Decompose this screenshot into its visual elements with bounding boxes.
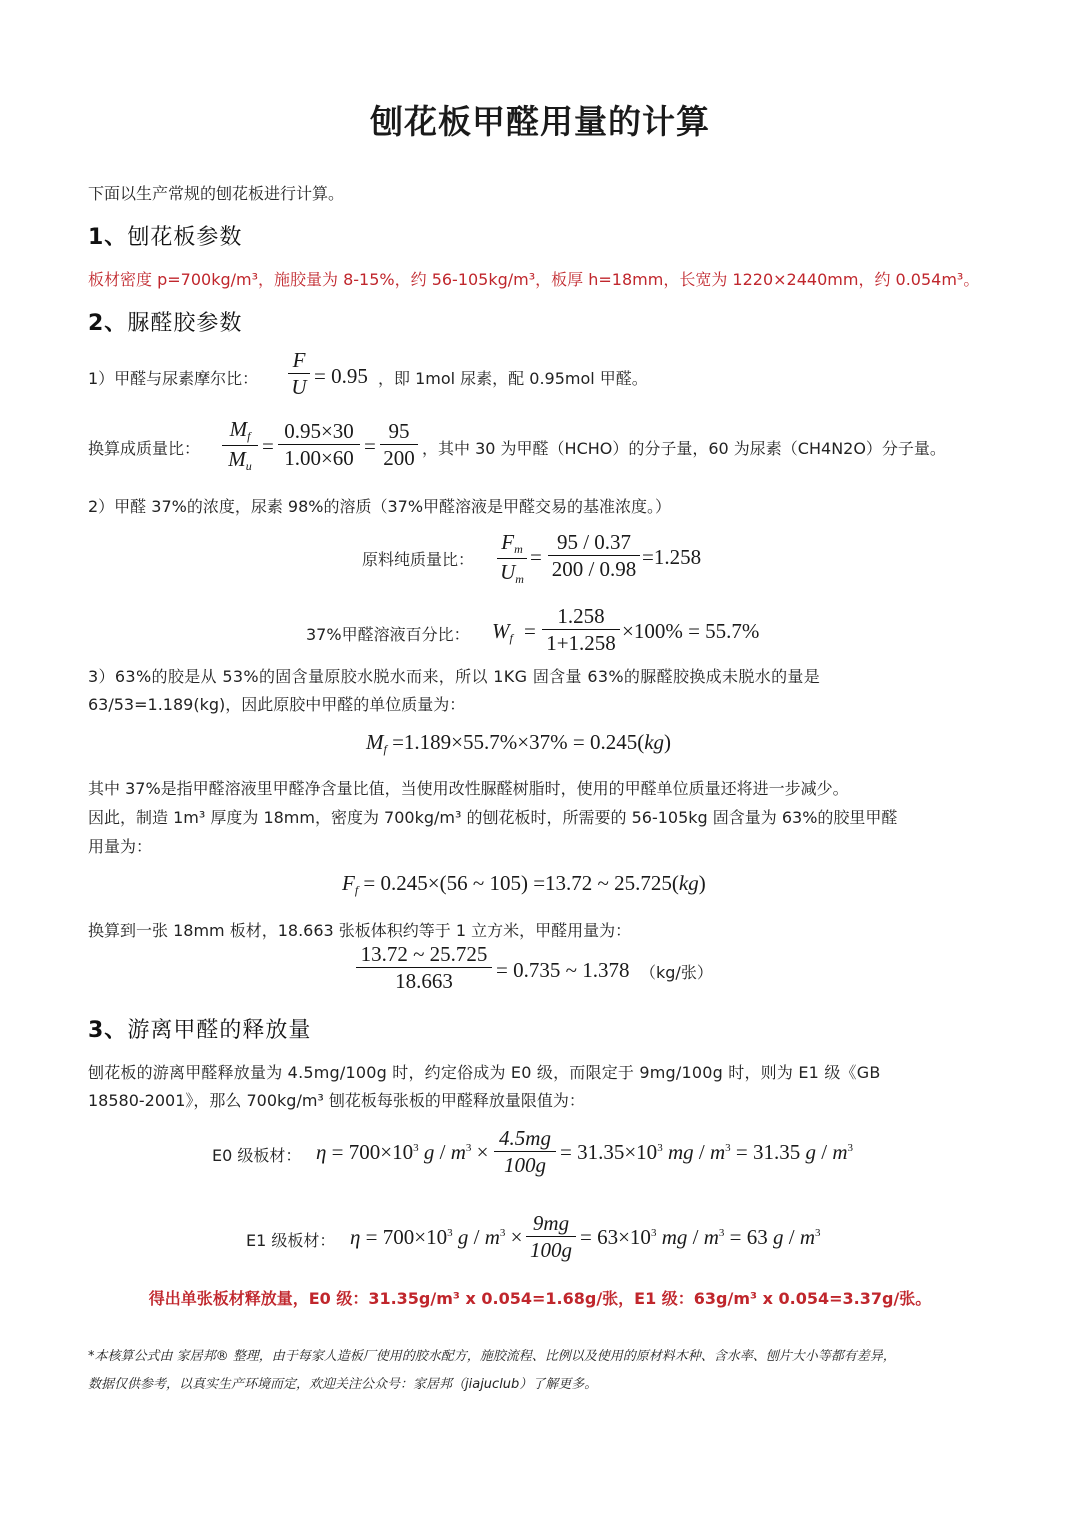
section-1-heading bbox=[88, 220, 242, 251]
mass-ratio-symbol-fraction: $M_f$ $M_u$ bbox=[222, 417, 258, 474]
emission-text-line-2: 18580-2001》，那么 700kg/m³ 刨花板每张板的甲醛释放量限值为： bbox=[88, 1091, 585, 1110]
e1-formula-right: = $63\times 10^3$ mg / $m^3 = 63$ g / $m^3$ bbox=[580, 1225, 821, 1249]
e1-label: E1 级板材： bbox=[246, 1231, 336, 1250]
raw-ratio-result: =1.258 bbox=[642, 545, 702, 569]
footnote-line-1: *本核算公式由 家居邦® 整理，由于每家人造板厂使用的胶水配方，施胶流程、比例以及使用的原材料木种、含水率、刨片大小等都有差异， bbox=[88, 1349, 896, 1364]
e1-formula-left: $\eta = 700\times 10^3$ g / $m^3$ × bbox=[350, 1225, 523, 1249]
explanation-line-3: 用量为： bbox=[88, 837, 153, 856]
e1-fraction: 9mg 100g bbox=[526, 1211, 576, 1262]
footnote-line-2: 数据仅供参考，以真实生产环境而定，欢迎关注公众号：家居邦（jiajuclub）了解更多。 bbox=[88, 1377, 598, 1392]
section-3-heading bbox=[88, 1013, 311, 1044]
e0-label: E0 级板材： bbox=[212, 1146, 302, 1165]
wf-result: ×100% = 55.7% bbox=[622, 619, 760, 643]
molecular-weight-note: ，其中 30 为甲醛（HCHO）的分子量，60 为尿素（CH4N2O）分子量。 bbox=[422, 439, 946, 458]
emission-text-line-1: 刨花板的游离甲醛释放量为 4.5mg/100g 时，约定俗成为 E0 级，而限定于 9mg/100g 时，则为 E1 级《GB bbox=[88, 1063, 881, 1082]
per-sheet-unit: （kg/张） bbox=[640, 963, 713, 982]
raw-ratio-numeric-fraction: 95 / 0.37 200 / 0.98 bbox=[548, 530, 640, 581]
raw-ratio-symbol-fraction: $F_m$ $U_m$ bbox=[497, 530, 527, 587]
e0-fraction: 4.5mg 100g bbox=[494, 1126, 556, 1177]
mass-ratio-label: 换算成质量比： bbox=[88, 439, 201, 458]
molar-ratio-fraction: F U bbox=[288, 348, 310, 399]
section-2-title: 脲醛胶参数 bbox=[127, 311, 243, 336]
concentration-text: 2）甲醛 37%的浓度，尿素 98%的溶质（37%甲醛溶液是甲醛交易的基准浓度。） bbox=[88, 497, 672, 516]
per-sheet-result: = 0.735 ~ 1.378 bbox=[496, 958, 630, 982]
raw-ratio-label: 原料纯质量比： bbox=[362, 550, 475, 569]
e0-formula-right: = $31.35\times 10^3$ mg / $m^3 = 31.35$ g / $m^3$ bbox=[560, 1140, 853, 1164]
section-2-number: 2、 bbox=[88, 311, 128, 336]
glue-conversion-line-1: 3）63%的胶是从 53%的固含量原胶水脱水而来，所以 1KG 固含量 63%的脲醛胶换成未脱水的量是 bbox=[88, 667, 821, 686]
section-3-number: 3、 bbox=[88, 1018, 128, 1043]
per-sheet-fraction: 13.72 ~ 25.725 18.663 bbox=[356, 942, 492, 993]
emission-result: 得出单张板材释放量，E0 级：31.35g/m³ x 0.054=1.68g/张，E1 级：63g/m³ x 0.054=3.37g/张。 bbox=[148, 1289, 932, 1308]
molar-ratio-label: 1）甲醛与尿素摩尔比： bbox=[88, 369, 259, 388]
per-sheet-text: 换算到一张 18mm 板材，18.663 张板体积约等于 1 立方米，甲醛用量为： bbox=[88, 921, 632, 940]
ff-equation: $F_f = 0.245\times(56$ ~ 105) =13.72 ~ 25.725(kg) bbox=[342, 871, 706, 897]
section-1-number: 1、 bbox=[88, 225, 128, 250]
intro-text: 下面以生产常规的刨花板进行计算。 bbox=[88, 184, 345, 203]
explanation-line-2: 因此，制造 1m³ 厚度为 18mm，密度为 700kg/m³ 的刨花板时，所需要的 56-105kg 固含量为 63%的胶里甲醛 bbox=[88, 808, 898, 827]
explanation-line-1: 其中 37%是指甲醛溶液里甲醛净含量比值，当使用改性脲醛树脂时，使用的甲醛单位质量还将进一步减少。 bbox=[88, 779, 849, 798]
mf-equation: $M_f =1.189\times 55.7\%\times 37\% = 0.245(kg)$ bbox=[366, 730, 672, 756]
section-3-title: 游离甲醛的释放量 bbox=[127, 1018, 312, 1043]
mass-ratio-simplified-fraction: 95 200 bbox=[380, 419, 418, 470]
glue-conversion-line-2: 63/53=1.189(kg)，因此原胶中甲醛的单位质量为： bbox=[88, 695, 466, 714]
board-parameters-text: 板材密度 p=700kg/m³，施胶量为 8-15%，约 56-105kg/m³，板厚 h=18mm，长宽为 1220×2440mm，约 0.054m³。 bbox=[88, 270, 980, 289]
section-1-title: 刨花板参数 bbox=[127, 225, 243, 250]
molar-ratio-note: ，即 1mol 尿素，配 0.95mol 甲醛。 bbox=[378, 369, 648, 388]
wf-fraction: 1.258 1+1.258 bbox=[542, 604, 620, 655]
solution-percentage-label: 37%甲醛溶液百分比： bbox=[306, 625, 470, 644]
wf-symbol: $W_f$ bbox=[492, 619, 513, 645]
mass-ratio-numeric-fraction: 0.95×30 1.00×60 bbox=[278, 419, 360, 470]
molar-ratio-value: = 0.95 bbox=[314, 364, 368, 388]
e0-formula-left: $\eta = 700\times 10^3$ g / $m^3$ × bbox=[316, 1140, 489, 1164]
section-2-heading bbox=[88, 306, 242, 337]
page-title: 刨花板甲醛用量的计算 bbox=[370, 102, 710, 141]
